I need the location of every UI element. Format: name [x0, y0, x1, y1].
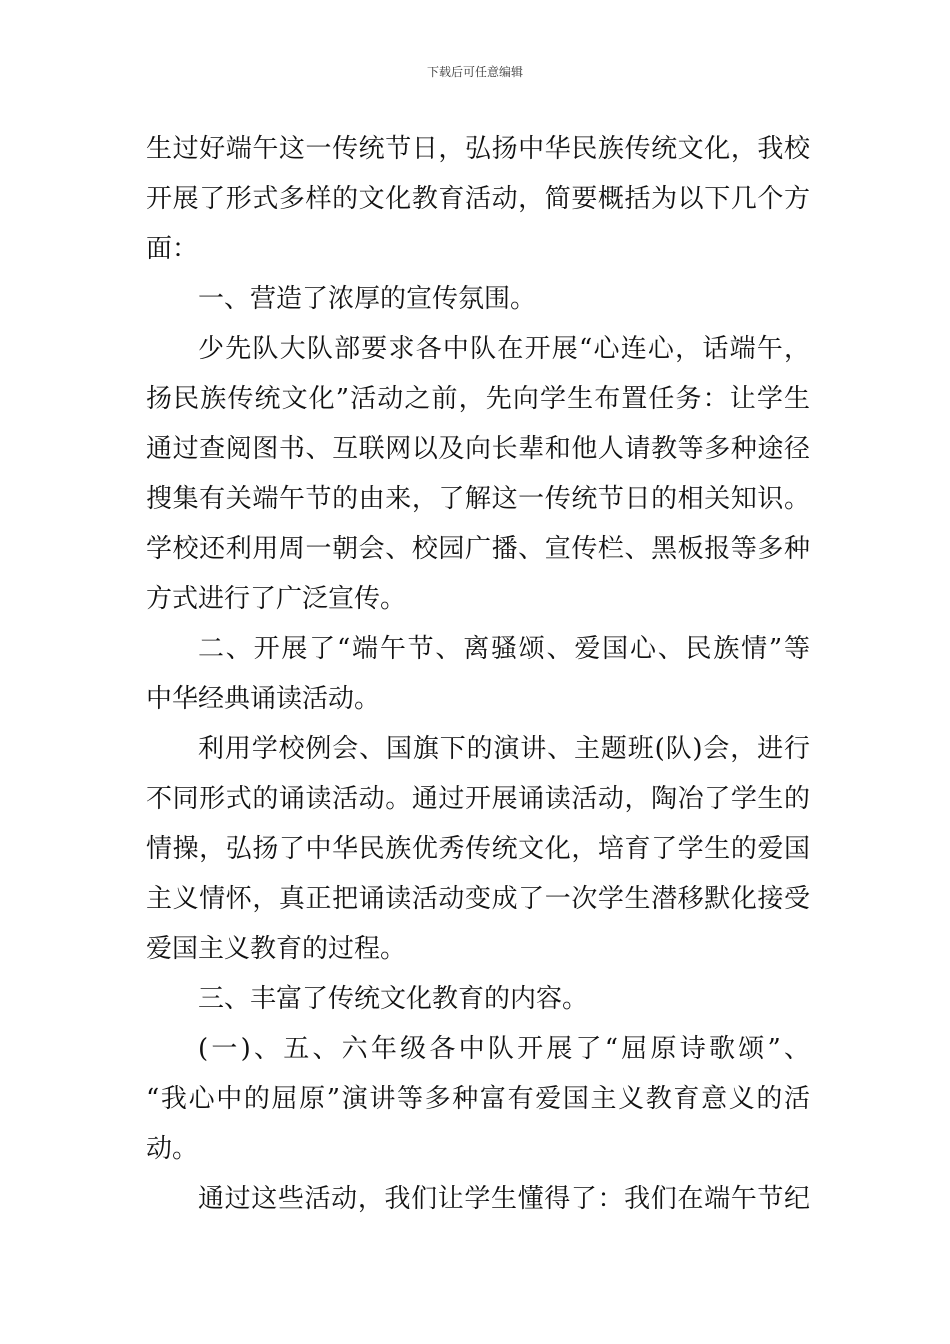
- text-line: 动。: [146, 1134, 199, 1164]
- text-line: 方式进行了广泛宣传。: [146, 584, 407, 614]
- text-line: 面：: [146, 234, 199, 264]
- text-line: 少先队大队部要求各中队在开展“心连心，话端午，: [198, 334, 810, 364]
- text-line: 利用学校例会、国旗下的演讲、主题班(队)会，进行: [198, 734, 810, 764]
- text-line: 扬民族传统文化”活动之前，先向学生布置任务：让学生: [146, 384, 810, 414]
- page-header: 下载后可任意编辑: [426, 65, 523, 79]
- text-line: 学校还利用周一朝会、校园广播、宣传栏、黑板报等多种: [146, 534, 810, 564]
- text-line: 通过查阅图书、互联网以及向长辈和他人请教等多种途径: [146, 434, 810, 464]
- text-line: 情操，弘扬了中华民族优秀传统文化，培育了学生的爱国: [146, 834, 810, 864]
- text-line: (一)、五、六年级各中队开展了“屈原诗歌颂”、: [198, 1034, 810, 1064]
- text-line: 搜集有关端午节的由来，了解这一传统节日的相关知识。: [146, 484, 810, 514]
- text-line: 爱国主义教育的过程。: [146, 934, 407, 964]
- text-line: 一、营造了浓厚的宣传氛围。: [198, 284, 537, 314]
- text-line: 生过好端午这一传统节日，弘扬中华民族传统文化，我校: [146, 134, 810, 164]
- document-body: [146, 124, 810, 1224]
- text-line: “我心中的屈原”演讲等多种富有爱国主义教育意义的活: [146, 1084, 810, 1114]
- text-line: 主义情怀，真正把诵读活动变成了一次学生潜移默化接受: [146, 884, 810, 914]
- text-line: 三、丰富了传统文化教育的内容。: [198, 984, 589, 1014]
- text-line: 中华经典诵读活动。: [146, 684, 381, 714]
- text-line: 通过这些活动，我们让学生懂得了：我们在端午节纪: [198, 1184, 810, 1214]
- text-line: 开展了形式多样的文化教育活动，简要概括为以下几个方: [146, 184, 810, 214]
- text-line: 二、开展了“端午节、离骚颂、爱国心、民族情”等: [198, 634, 810, 664]
- text-line: 不同形式的诵读活动。通过开展诵读活动，陶冶了学生的: [146, 784, 810, 814]
